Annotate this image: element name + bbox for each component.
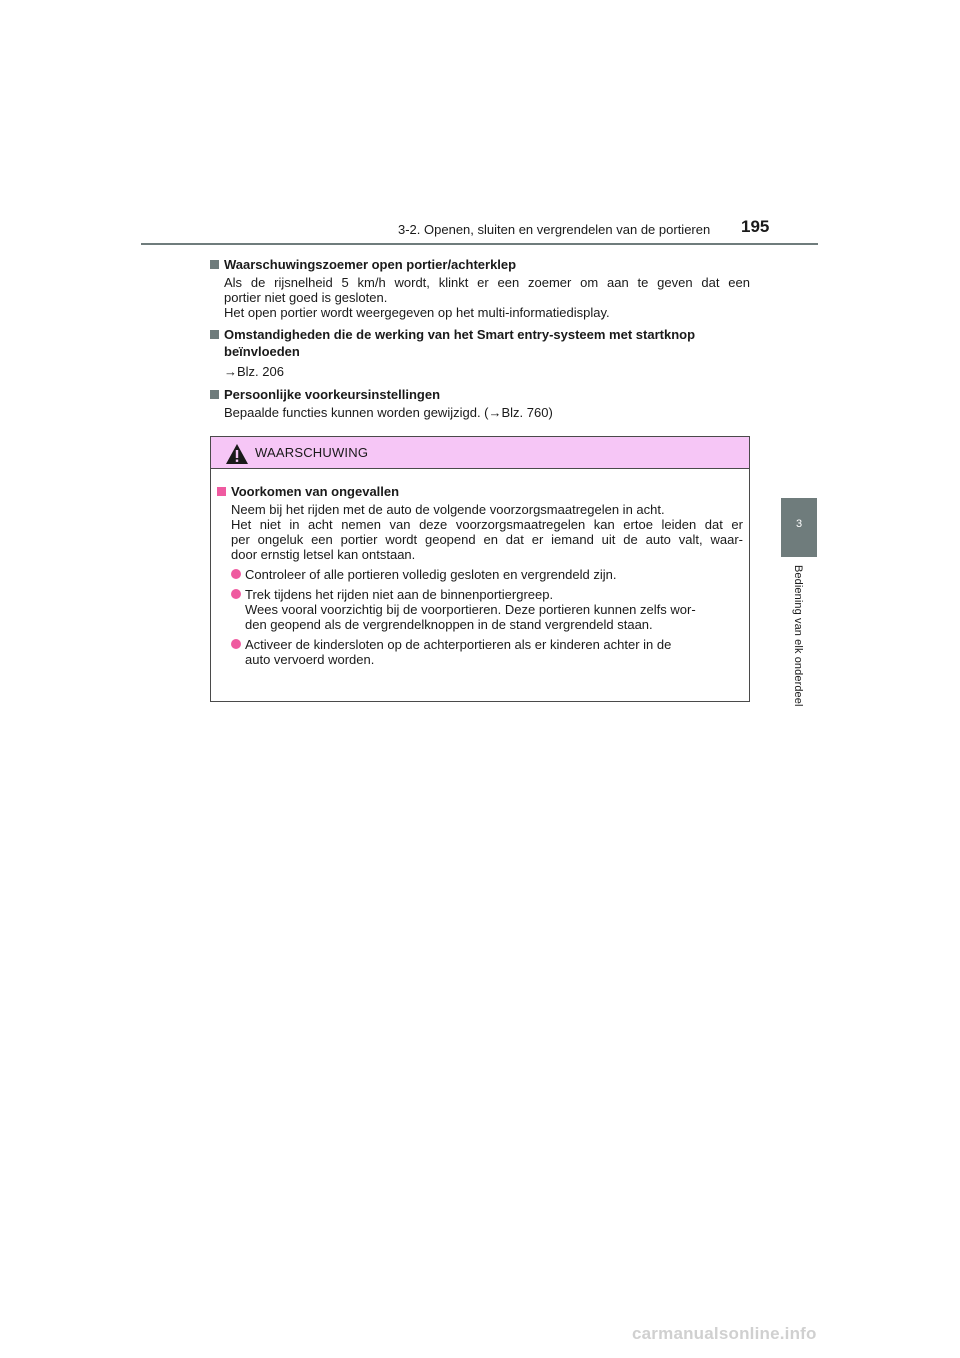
square-bullet-icon — [217, 487, 226, 496]
circle-bullet-icon — [231, 589, 241, 599]
section-smart-entry — [210, 326, 750, 380]
text-line: auto vervoerd worden. — [245, 652, 375, 667]
list-item — [231, 567, 743, 582]
section-heading: beïnvloeden — [224, 344, 300, 359]
main-content — [210, 256, 750, 426]
page-reference: →Blz. 206 — [224, 364, 284, 379]
text-line: Het niet in acht nemen van deze voorzorgsmaatregelen kan ertoe leiden dat er — [231, 517, 743, 532]
text-line: Controleer of alle portieren volledig gesloten en vergrendeld zijn. — [245, 567, 617, 582]
warning-triangle-icon — [225, 443, 249, 465]
text-line: Het open portier wordt weergegeven op het multi-informatiedisplay. — [224, 305, 610, 320]
text-line: per ongeluk een portier wordt geopend en dat er iemand uit de auto valt, waar- — [231, 532, 743, 547]
text-line: Als de rijsnelheid 5 km/h wordt, klinkt er een zoemer om aan te geven dat een — [224, 275, 750, 290]
warning-bullet-list — [217, 567, 743, 667]
chapter-tab-number: 3 — [795, 518, 803, 530]
text-line: den geopend als de vergrendelknoppen in de stand vergrendeld staan. — [245, 617, 653, 632]
list-item — [231, 587, 743, 632]
warning-box — [210, 436, 750, 702]
text-line: Neem bij het rijden met de auto de volgende voorzorgsmaatregelen in acht. — [231, 502, 665, 517]
text-line: door ernstig letsel kan ontstaan. — [231, 547, 416, 562]
warning-title: WAARSCHUWING — [255, 445, 369, 460]
text-line: portier niet goed is gesloten. — [224, 290, 388, 305]
header-divider — [141, 243, 818, 245]
text-line: Activeer de kindersloten op de achterportieren als er kinderen achter in de — [245, 637, 672, 652]
section-personal-settings — [210, 386, 750, 420]
section-door-buzzer — [210, 256, 750, 320]
warning-header — [211, 437, 749, 469]
square-bullet-icon — [210, 260, 219, 269]
chapter-title: 3-2. Openen, sluiten en vergrendelen van de portieren — [398, 222, 711, 237]
text-line: Trek tijdens het rijden niet aan de binnenportiergreep. — [245, 587, 554, 602]
list-item — [231, 637, 743, 667]
text-line: Bepaalde functies kunnen worden gewijzigd. (→Blz. 760) — [224, 405, 553, 420]
section-heading: Omstandigheden die de werking van het Smart entry-systeem met startknop — [224, 327, 696, 342]
square-bullet-icon — [210, 390, 219, 399]
square-bullet-icon — [210, 330, 219, 339]
page-number: 195 — [741, 217, 770, 236]
watermark: carmanualsonline.info — [632, 1324, 817, 1343]
section-heading: Persoonlijke voorkeursinstellingen — [224, 387, 441, 402]
text-line: Wees vooral voorzichtig bij de voorportieren. Deze portieren kunnen zelfs wor- — [245, 602, 696, 617]
warning-heading: Voorkomen van ongevallen — [231, 484, 400, 499]
chapter-tab — [781, 498, 817, 557]
section-heading: Waarschuwingszoemer open portier/achterklep — [224, 257, 517, 272]
chapter-tab-label: Bediening van elk onderdeel — [792, 565, 804, 707]
circle-bullet-icon — [231, 569, 241, 579]
circle-bullet-icon — [231, 639, 241, 649]
